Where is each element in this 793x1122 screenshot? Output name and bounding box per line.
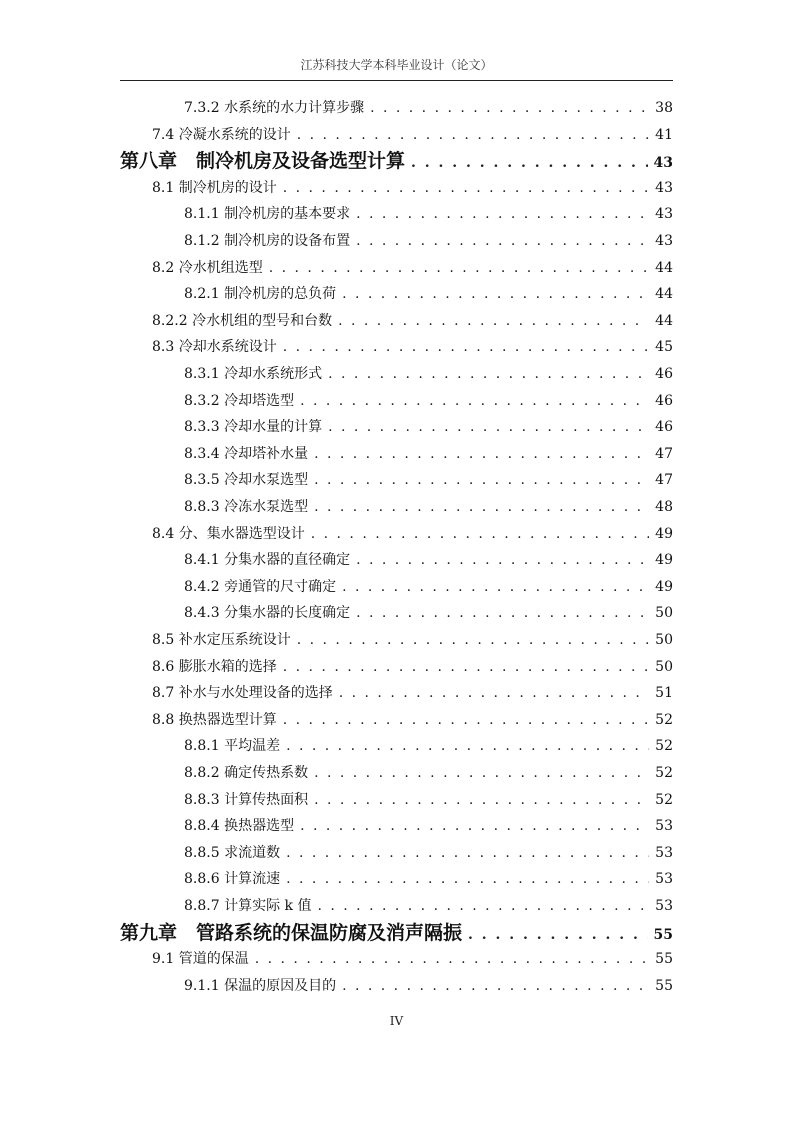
dot-leader	[338, 311, 649, 331]
toc-entry-page: 55	[655, 951, 673, 968]
toc-entry-title: 8.7 补水与水处理设备的选择	[152, 685, 333, 702]
toc-entry[interactable]	[184, 550, 673, 570]
toc-entry-page: 45	[655, 339, 673, 356]
dot-leader	[297, 125, 649, 145]
dot-leader	[314, 790, 649, 810]
toc-entry-page: 46	[655, 366, 673, 382]
dot-leader	[356, 603, 649, 623]
dot-leader	[314, 470, 649, 490]
toc-entry[interactable]	[152, 949, 673, 969]
toc-entry[interactable]	[184, 470, 673, 490]
toc-entry-page: 52	[655, 738, 673, 755]
dot-leader	[342, 976, 649, 996]
toc-entry[interactable]	[184, 391, 673, 411]
toc-entry[interactable]	[152, 657, 673, 677]
header-rule	[120, 80, 673, 81]
toc-entry-page: 53	[655, 898, 673, 914]
dot-leader	[468, 923, 648, 947]
dot-leader	[356, 204, 649, 224]
toc-entry-page: 46	[655, 392, 673, 409]
toc-entry[interactable]	[184, 364, 673, 384]
dot-leader	[370, 98, 649, 118]
toc-entry-title: 8.4.2 旁通管的尺寸确定	[184, 578, 337, 595]
toc-entry-page: 49	[655, 525, 673, 542]
toc-entry-title: 8.8.5 求流道数	[184, 844, 281, 861]
toc-entry-title: 9.1.1 保温的原因及目的	[184, 977, 337, 994]
toc-entry-page: 55	[655, 977, 673, 994]
toc-entry[interactable]	[152, 683, 673, 703]
toc-entry-title: 7.3.2 水系统的水力计算步骤	[184, 100, 365, 116]
toc-entry-title: 8.1.2 制冷机房的设备布置	[184, 233, 351, 249]
toc-entry-page: 47	[655, 445, 673, 462]
toc-entry-title: 8.1.1 制冷机房的基本要求	[184, 206, 351, 223]
toc-entry-title: 8.2.1 制冷机房的总负荷	[184, 286, 337, 303]
toc-entry[interactable]	[184, 417, 673, 437]
dot-leader	[314, 497, 649, 517]
toc-chapter-entry[interactable]	[120, 921, 673, 947]
dot-leader	[283, 337, 649, 357]
toc-entry-title: 8.3.3 冷却水量的计算	[184, 419, 323, 436]
dot-leader	[283, 178, 649, 198]
dot-leader	[314, 763, 649, 783]
toc-entry[interactable]	[184, 869, 673, 889]
toc-entry-title: 第九章 管路系统的保温防腐及消声隔振	[120, 921, 463, 944]
toc-entry-page: 52	[655, 765, 673, 781]
toc-entry-page: 43	[655, 233, 673, 249]
dot-leader	[356, 550, 649, 570]
toc-entry-title: 8.3.5 冷却水泵选型	[184, 472, 309, 489]
dot-leader	[328, 417, 649, 437]
toc-entry-title: 8.3.2 冷却塔选型	[184, 392, 295, 409]
toc-entry-title: 8.8.6 计算流速	[184, 871, 281, 888]
dot-leader	[297, 630, 649, 650]
toc-entry-title: 8.1 制冷机房的设计	[152, 179, 277, 196]
toc-entry[interactable]	[184, 896, 673, 916]
toc-entry[interactable]	[184, 790, 673, 810]
toc-entry-title: 8.8.3 冷冻水泵选型	[184, 499, 309, 515]
toc-entry-title: 8.4.3 分集水器的长度确定	[184, 605, 351, 622]
toc-entry-page: 38	[655, 100, 673, 116]
toc-entry[interactable]	[152, 524, 673, 544]
toc-entry-page: 52	[655, 791, 673, 808]
toc-entry-title: 8.4 分、集水器选型设计	[152, 525, 305, 542]
toc-entry-page: 47	[655, 472, 673, 489]
toc-entry[interactable]	[152, 710, 673, 730]
toc-entry-page: 53	[655, 818, 673, 835]
toc-entry-page: 44	[655, 259, 673, 276]
toc-entry[interactable]	[184, 284, 673, 304]
dot-leader	[317, 896, 649, 916]
dot-leader	[286, 736, 649, 756]
dot-leader	[283, 710, 649, 730]
dot-leader	[283, 657, 649, 677]
toc-entry[interactable]	[184, 577, 673, 597]
toc-entry-page: 48	[655, 499, 673, 515]
toc-entry[interactable]	[184, 444, 673, 464]
toc-entry-page: 53	[655, 844, 673, 861]
toc-entry-page: 51	[655, 685, 673, 702]
dot-leader	[342, 284, 649, 304]
toc-entry-page: 44	[655, 312, 673, 329]
toc-entry[interactable]	[184, 763, 673, 783]
toc-entry-page: 50	[655, 658, 673, 675]
toc-entry-page: 49	[655, 552, 673, 569]
toc-entry-title: 8.8.1 平均温差	[184, 738, 281, 755]
toc-entry[interactable]	[184, 204, 673, 224]
dot-leader	[339, 683, 649, 703]
toc-entry-title: 8.4.1 分集水器的直径确定	[184, 552, 351, 569]
toc-entry[interactable]	[184, 843, 673, 863]
dot-leader	[269, 258, 649, 278]
toc-entry-title: 8.8.3 计算传热面积	[184, 791, 309, 808]
dot-leader	[255, 949, 649, 969]
page-number: IV	[389, 1014, 404, 1028]
dot-leader	[311, 524, 649, 544]
toc-entry-title: 第八章 制冷机房及设备选型计算	[120, 150, 406, 173]
toc-entry-title: 8.8 换热器选型计算	[152, 711, 277, 728]
toc-entry-page: 52	[655, 711, 673, 728]
dot-leader	[286, 843, 649, 863]
toc-entry[interactable]	[184, 603, 673, 623]
dot-leader	[314, 444, 649, 464]
dot-leader	[342, 577, 649, 597]
dot-leader	[300, 391, 649, 411]
toc-entry[interactable]	[152, 178, 673, 198]
toc-entry[interactable]	[184, 976, 673, 996]
toc-entry-title: 8.6 膨胀水箱的选择	[152, 658, 277, 675]
toc-chapter-entry[interactable]	[120, 149, 673, 175]
toc-entry[interactable]	[152, 337, 673, 357]
toc-entry[interactable]	[152, 311, 673, 331]
toc-entry-page: 55	[653, 926, 673, 943]
toc-entry-title: 8.2 冷水机组选型	[152, 259, 263, 276]
toc-entry[interactable]	[184, 736, 673, 756]
toc-entry-title: 8.8.2 确定传热系数	[184, 765, 309, 781]
toc-entry-page: 49	[655, 578, 673, 595]
toc-entry-page: 43	[653, 155, 673, 172]
toc-entry-page: 53	[655, 871, 673, 888]
dot-leader	[300, 816, 649, 836]
dot-leader	[356, 231, 649, 251]
page-header: 江苏科技大学本科毕业设计（论文）	[300, 58, 493, 72]
toc-entry-title: 8.5 补水定压系统设计	[152, 632, 291, 648]
dot-leader	[411, 151, 648, 175]
toc-entry-title: 8.3.1 冷却水系统形式	[184, 366, 323, 382]
toc-entry-page: 41	[655, 126, 673, 143]
toc-entry[interactable]	[184, 816, 673, 836]
toc-entry[interactable]	[184, 98, 673, 118]
toc-entry-page: 46	[655, 419, 673, 436]
toc-entry-title: 9.1 管道的保温	[152, 951, 249, 968]
toc-entry-page: 50	[655, 632, 673, 648]
dot-leader	[328, 364, 649, 384]
toc-entry[interactable]	[152, 630, 673, 650]
toc-entry-page: 43	[655, 179, 673, 196]
toc-entry-title: 8.8.7 计算实际 k 值	[184, 898, 312, 914]
toc-entry[interactable]	[152, 125, 673, 145]
toc-entry-title: 7.4 冷凝水系统的设计	[152, 126, 291, 143]
toc-entry-title: 8.3.4 冷却塔补水量	[184, 445, 309, 462]
toc-entry-page: 44	[655, 286, 673, 303]
dot-leader	[286, 869, 649, 889]
toc-entry-page: 43	[655, 206, 673, 223]
toc-entry-page: 50	[655, 605, 673, 622]
toc-entry-title: 8.3 冷却水系统设计	[152, 339, 277, 356]
toc-entry[interactable]	[152, 258, 673, 278]
toc-entry[interactable]	[184, 231, 673, 251]
toc-entry-title: 8.2.2 冷水机组的型号和台数	[152, 312, 333, 329]
toc-entry-title: 8.8.4 换热器选型	[184, 818, 295, 835]
toc-entry[interactable]	[184, 497, 673, 517]
